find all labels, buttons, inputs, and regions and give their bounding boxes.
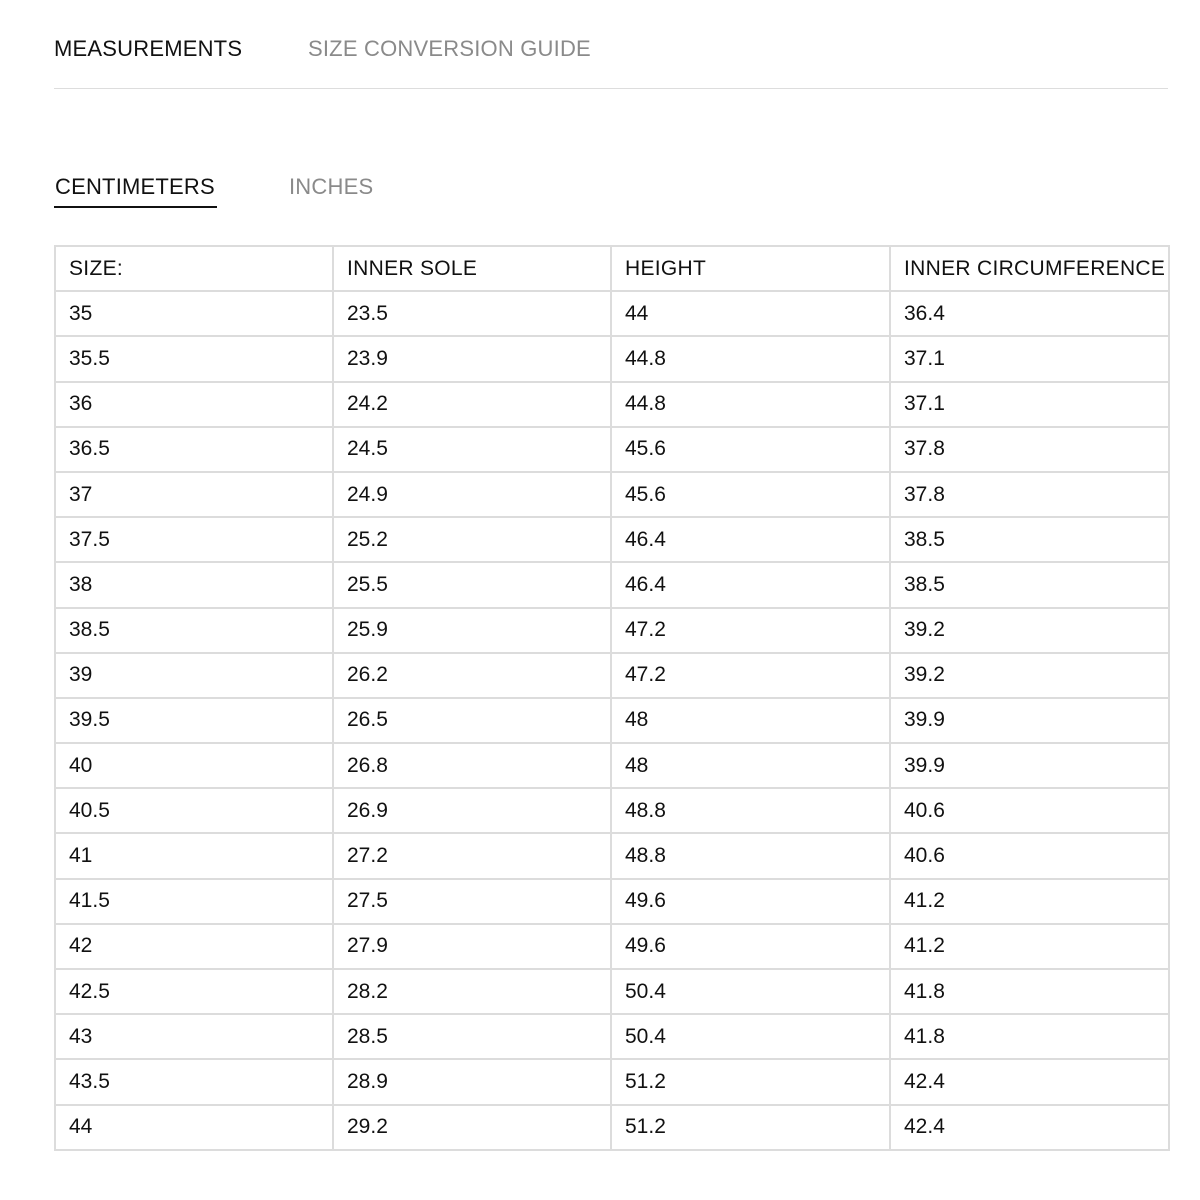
inner-circumference-cell: 41.2 xyxy=(890,879,1169,924)
inner-sole-cell: 29.2 xyxy=(333,1105,611,1150)
inner-sole-cell: 26.8 xyxy=(333,743,611,788)
table-row xyxy=(55,879,1169,924)
size-cell: 38.5 xyxy=(55,608,333,653)
size-cell: 39.5 xyxy=(55,698,333,743)
column-header-height: HEIGHT xyxy=(611,246,890,291)
table-row xyxy=(55,336,1169,381)
table-row xyxy=(55,1059,1169,1104)
top-tab-bar xyxy=(54,0,1168,89)
unit-tab-bar xyxy=(54,170,654,210)
height-cell: 51.2 xyxy=(611,1105,890,1150)
inner-sole-cell: 28.5 xyxy=(333,1014,611,1059)
size-cell: 35.5 xyxy=(55,336,333,381)
inner-circumference-cell: 37.1 xyxy=(890,336,1169,381)
height-cell: 44 xyxy=(611,291,890,336)
inner-sole-cell: 25.9 xyxy=(333,608,611,653)
height-cell: 48 xyxy=(611,698,890,743)
inner-circumference-cell: 39.9 xyxy=(890,698,1169,743)
inner-circumference-cell: 39.9 xyxy=(890,743,1169,788)
table-row xyxy=(55,608,1169,653)
table-row xyxy=(55,653,1169,698)
height-cell: 45.6 xyxy=(611,427,890,472)
table-body xyxy=(55,291,1169,1150)
tab-size-conversion-guide[interactable]: SIZE CONVERSION GUIDE xyxy=(308,36,591,61)
column-header-inner-circumference: INNER CIRCUMFERENCE xyxy=(890,246,1169,291)
tab-centimeters[interactable]: CENTIMETERS xyxy=(54,174,217,208)
height-cell: 47.2 xyxy=(611,608,890,653)
size-cell: 42.5 xyxy=(55,969,333,1014)
size-cell: 39 xyxy=(55,653,333,698)
height-cell: 45.6 xyxy=(611,472,890,517)
size-table xyxy=(54,245,1170,1151)
size-cell: 43.5 xyxy=(55,1059,333,1104)
size-cell: 42 xyxy=(55,924,333,969)
table-row xyxy=(55,924,1169,969)
inner-sole-cell: 24.9 xyxy=(333,472,611,517)
height-cell: 50.4 xyxy=(611,969,890,1014)
table-row xyxy=(55,427,1169,472)
inner-sole-cell: 25.2 xyxy=(333,517,611,562)
table-row xyxy=(55,698,1169,743)
height-cell: 46.4 xyxy=(611,517,890,562)
inner-sole-cell: 27.5 xyxy=(333,879,611,924)
inner-circumference-cell: 40.6 xyxy=(890,788,1169,833)
column-header-size: SIZE: xyxy=(55,246,333,291)
size-cell: 36.5 xyxy=(55,427,333,472)
inner-circumference-cell: 37.8 xyxy=(890,472,1169,517)
inner-sole-cell: 28.2 xyxy=(333,969,611,1014)
table-row xyxy=(55,472,1169,517)
inner-sole-cell: 25.5 xyxy=(333,562,611,607)
inner-circumference-cell: 40.6 xyxy=(890,833,1169,878)
size-cell: 44 xyxy=(55,1105,333,1150)
table-row xyxy=(55,788,1169,833)
tab-inches[interactable]: INCHES xyxy=(289,174,374,199)
inner-sole-cell: 27.2 xyxy=(333,833,611,878)
inner-circumference-cell: 39.2 xyxy=(890,608,1169,653)
inner-sole-cell: 24.2 xyxy=(333,382,611,427)
inner-circumference-cell: 37.8 xyxy=(890,427,1169,472)
size-cell: 40 xyxy=(55,743,333,788)
height-cell: 49.6 xyxy=(611,924,890,969)
inner-circumference-cell: 39.2 xyxy=(890,653,1169,698)
height-cell: 48 xyxy=(611,743,890,788)
inner-circumference-cell: 41.8 xyxy=(890,969,1169,1014)
size-cell: 40.5 xyxy=(55,788,333,833)
size-cell: 36 xyxy=(55,382,333,427)
height-cell: 48.8 xyxy=(611,833,890,878)
table-row xyxy=(55,517,1169,562)
size-cell: 37.5 xyxy=(55,517,333,562)
inner-circumference-cell: 42.4 xyxy=(890,1105,1169,1150)
height-cell: 44.8 xyxy=(611,382,890,427)
inner-sole-cell: 26.5 xyxy=(333,698,611,743)
table-row xyxy=(55,1105,1169,1150)
table-header-row xyxy=(55,246,1169,291)
table-row xyxy=(55,291,1169,336)
table-row xyxy=(55,833,1169,878)
table-row xyxy=(55,562,1169,607)
table-row xyxy=(55,382,1169,427)
inner-circumference-cell: 37.1 xyxy=(890,382,1169,427)
inner-circumference-cell: 36.4 xyxy=(890,291,1169,336)
inner-sole-cell: 26.9 xyxy=(333,788,611,833)
size-cell: 41 xyxy=(55,833,333,878)
inner-sole-cell: 27.9 xyxy=(333,924,611,969)
tab-measurements[interactable]: MEASUREMENTS xyxy=(54,36,243,61)
height-cell: 51.2 xyxy=(611,1059,890,1104)
inner-circumference-cell: 38.5 xyxy=(890,562,1169,607)
inner-sole-cell: 24.5 xyxy=(333,427,611,472)
inner-sole-cell: 26.2 xyxy=(333,653,611,698)
size-cell: 35 xyxy=(55,291,333,336)
height-cell: 44.8 xyxy=(611,336,890,381)
table-row xyxy=(55,743,1169,788)
inner-sole-cell: 23.9 xyxy=(333,336,611,381)
table-row xyxy=(55,1014,1169,1059)
inner-circumference-cell: 42.4 xyxy=(890,1059,1169,1104)
size-cell: 41.5 xyxy=(55,879,333,924)
height-cell: 50.4 xyxy=(611,1014,890,1059)
table-row xyxy=(55,969,1169,1014)
column-header-inner-sole: INNER SOLE xyxy=(333,246,611,291)
inner-circumference-cell: 41.8 xyxy=(890,1014,1169,1059)
height-cell: 48.8 xyxy=(611,788,890,833)
size-cell: 37 xyxy=(55,472,333,517)
height-cell: 47.2 xyxy=(611,653,890,698)
size-cell: 38 xyxy=(55,562,333,607)
size-cell: 43 xyxy=(55,1014,333,1059)
inner-sole-cell: 28.9 xyxy=(333,1059,611,1104)
inner-sole-cell: 23.5 xyxy=(333,291,611,336)
height-cell: 46.4 xyxy=(611,562,890,607)
height-cell: 49.6 xyxy=(611,879,890,924)
inner-circumference-cell: 41.2 xyxy=(890,924,1169,969)
inner-circumference-cell: 38.5 xyxy=(890,517,1169,562)
